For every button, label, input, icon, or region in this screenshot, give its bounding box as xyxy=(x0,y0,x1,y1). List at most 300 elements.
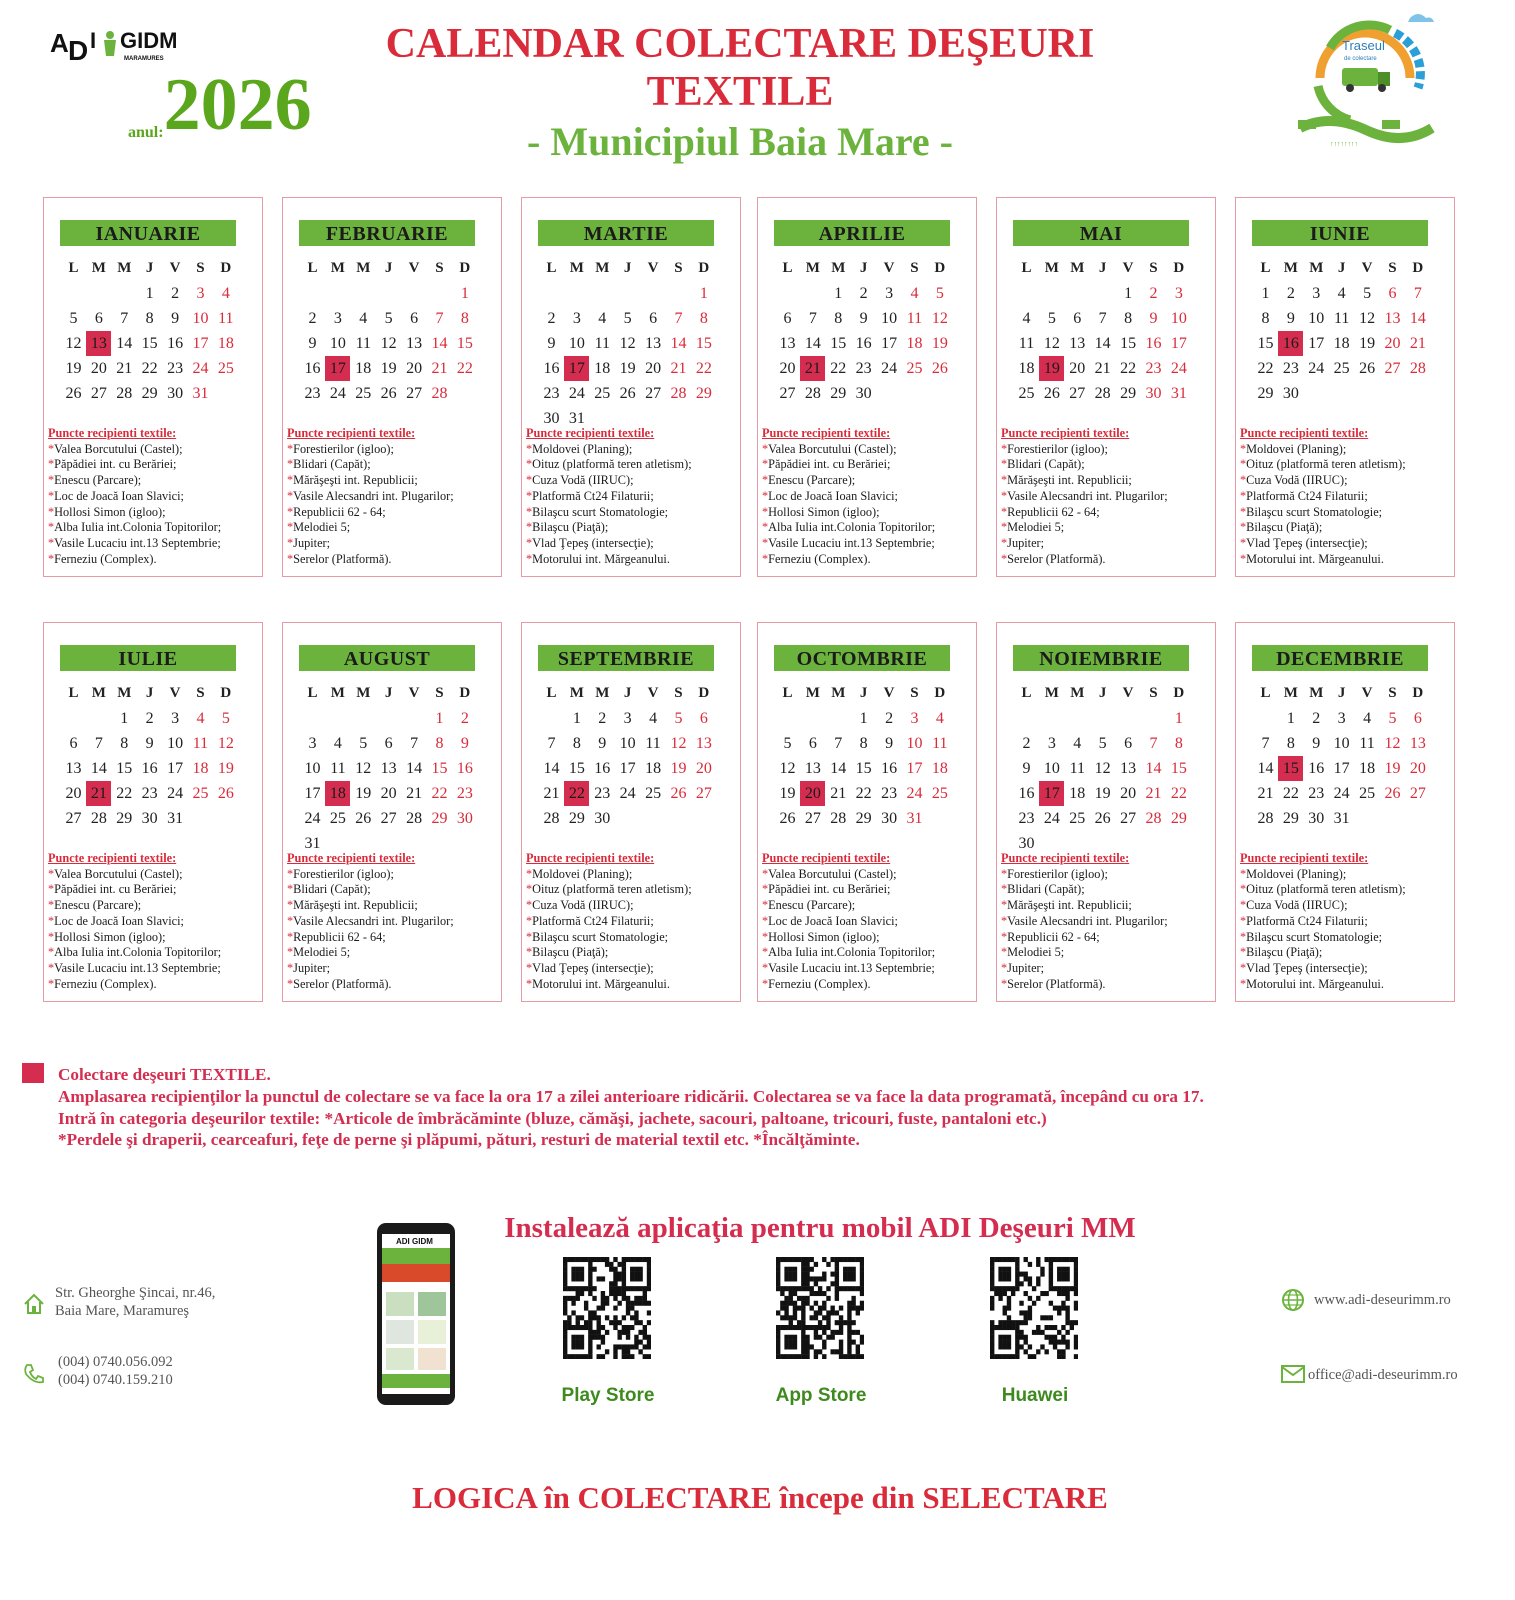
day-cell: 15 xyxy=(456,335,473,352)
collection-point: * Moldovei (Planing); xyxy=(526,442,738,458)
day-cell: 13 xyxy=(380,760,397,777)
day-cell: 5 xyxy=(359,735,368,752)
day-cell: 14 xyxy=(406,760,423,777)
week-row xyxy=(61,706,251,731)
day-cell: 9 xyxy=(1022,760,1031,777)
app-store-qr-code[interactable] xyxy=(776,1257,864,1359)
day-cell: 12 xyxy=(931,310,948,327)
day-cell: 16 xyxy=(456,760,473,777)
day-cell: 6 xyxy=(783,310,792,327)
day-cell: 27 xyxy=(1120,810,1137,827)
empty-cell xyxy=(427,281,452,306)
day-cell: 29 xyxy=(116,810,133,827)
day-cell: 30 xyxy=(141,810,158,827)
day-cell: 18 xyxy=(1018,360,1035,377)
weekday-header-row xyxy=(775,681,965,706)
week-row xyxy=(1253,731,1443,756)
svg-text:D: D xyxy=(68,35,89,66)
weekday-header-row xyxy=(775,256,965,281)
day-cell: 1 xyxy=(1286,710,1295,727)
day-cell: 29 xyxy=(431,810,448,827)
day-cell: 10 xyxy=(192,310,209,327)
day-cell: 11 xyxy=(330,760,346,777)
day-cell: 14 xyxy=(1094,335,1111,352)
day-cell: 29 xyxy=(1120,385,1137,402)
empty-cell xyxy=(1065,281,1090,306)
day-cell: 10 xyxy=(881,310,898,327)
weekday-header-row xyxy=(300,256,490,281)
collection-points xyxy=(1240,426,1452,567)
globe-icon xyxy=(1281,1288,1305,1312)
collection-point: * Loc de Joacă Ioan Slavici; xyxy=(48,914,260,930)
month-title: IANUARIE xyxy=(60,220,236,246)
weekday-label: M xyxy=(1309,685,1324,701)
day-cell: 24 xyxy=(1043,810,1060,827)
weekday-label: J xyxy=(145,260,154,276)
week-row xyxy=(539,281,729,306)
day-cell: 25 xyxy=(931,785,948,802)
day-cell: 12 xyxy=(1359,310,1376,327)
weekday-label: M xyxy=(91,260,106,276)
month-title: IUNIE xyxy=(1252,220,1428,246)
day-cell: 23 xyxy=(1282,360,1299,377)
weekday-label: D xyxy=(1412,260,1424,276)
collection-point: * Platformă Ct24 Filaturii; xyxy=(1240,489,1452,505)
weekday-label: M xyxy=(117,260,132,276)
weekday-label: L xyxy=(546,685,557,701)
empty-cell xyxy=(1304,381,1329,406)
day-cell: 14 xyxy=(1145,760,1162,777)
month-decembrie xyxy=(1235,622,1455,1002)
svg-text:Traseul: Traseul xyxy=(1342,38,1385,53)
empty-cell xyxy=(539,281,564,306)
day-cell: 16 xyxy=(141,760,158,777)
day-cell: 29 xyxy=(695,385,712,402)
day-cell: 5 xyxy=(1388,710,1397,727)
empty-cell xyxy=(300,281,325,306)
points-title: Puncte recipienti textile: xyxy=(1001,851,1130,865)
day-cell: 30 xyxy=(456,810,473,827)
month-title: NOIEMBRIE xyxy=(1013,645,1189,671)
day-cell: 17 xyxy=(167,760,184,777)
day-cell: 1 xyxy=(1174,710,1183,727)
empty-cell xyxy=(1039,281,1064,306)
weekday-label: M xyxy=(1070,260,1085,276)
collection-point: * Motorului int. Mărgeanului. xyxy=(526,552,738,568)
collection-point: * Hollosi Simon (igloo); xyxy=(762,930,974,946)
collection-point: * Vasile Lucaciu int.13 Septembrie; xyxy=(762,961,974,977)
weekday-header-row xyxy=(539,256,729,281)
play-store-label[interactable]: Play Store xyxy=(561,1385,655,1406)
week-row xyxy=(539,356,729,381)
weekday-label: S xyxy=(196,260,205,276)
day-cell: 30 xyxy=(594,810,611,827)
day-cell: 26 xyxy=(670,785,687,802)
day-cell: 22 xyxy=(695,360,712,377)
day-cell: 13 xyxy=(779,335,796,352)
collection-point: * Enescu (Parcare); xyxy=(762,473,974,489)
collection-point: * Jupiter; xyxy=(1001,536,1213,552)
day-cell: 1 xyxy=(834,285,843,302)
weekday-label: V xyxy=(647,260,659,276)
empty-cell xyxy=(800,281,825,306)
empty-cell xyxy=(300,706,325,731)
weekday-label: S xyxy=(1149,260,1158,276)
empty-cell xyxy=(775,281,800,306)
collection-point: * Forestierilor (igloo); xyxy=(287,867,499,883)
day-cell: 3 xyxy=(910,710,919,727)
qr-code-icon xyxy=(990,1257,1078,1359)
play-store-qr-code[interactable] xyxy=(563,1257,651,1359)
weekday-label: M xyxy=(117,685,132,701)
collection-points xyxy=(287,851,499,992)
month-septembrie xyxy=(521,622,741,1002)
collection-day: 22 xyxy=(564,781,589,806)
day-cell: 2 xyxy=(171,285,180,302)
day-cell: 21 xyxy=(1145,785,1162,802)
day-cell: 8 xyxy=(859,735,868,752)
day-cell: 10 xyxy=(568,335,585,352)
day-cell: 2 xyxy=(308,310,317,327)
collection-day: 17 xyxy=(564,356,589,381)
day-cell: 18 xyxy=(1333,335,1350,352)
empty-cell xyxy=(402,281,427,306)
day-cell: 25 xyxy=(217,360,234,377)
day-cell: 15 xyxy=(855,760,872,777)
day-cell: 14 xyxy=(670,335,687,352)
collection-point: * Blidari (Capăt); xyxy=(1001,882,1213,898)
weekday-label: M xyxy=(831,685,846,701)
day-cell: 21 xyxy=(670,360,687,377)
month-title: OCTOMBRIE xyxy=(774,645,950,671)
day-cell: 9 xyxy=(145,735,154,752)
week-row xyxy=(539,706,729,731)
huawei-label[interactable]: Huawei xyxy=(1001,1385,1069,1406)
week-row xyxy=(775,306,965,331)
weekday-label: D xyxy=(698,260,710,276)
weekday-label: S xyxy=(910,685,919,701)
day-cell: 26 xyxy=(65,385,82,402)
month-title: DECEMBRIE xyxy=(1252,645,1428,671)
week-row xyxy=(775,281,965,306)
weekday-label: V xyxy=(408,260,420,276)
weekday-label: M xyxy=(595,260,610,276)
collection-point: * Valea Borcutului (Castel); xyxy=(48,867,260,883)
day-cell: 20 xyxy=(695,760,712,777)
day-cell: 31 xyxy=(192,385,209,402)
day-cell: 5 xyxy=(1047,310,1056,327)
empty-cell xyxy=(1380,381,1405,406)
svg-text:de colectare: de colectare xyxy=(1344,56,1377,62)
day-cell: 1 xyxy=(1261,285,1270,302)
day-cell: 19 xyxy=(355,785,372,802)
week-row xyxy=(300,306,490,331)
app-store-label[interactable]: App Store xyxy=(775,1385,867,1406)
day-cell: 22 xyxy=(830,360,847,377)
empty-cell xyxy=(1405,806,1430,831)
day-cell: 8 xyxy=(572,735,581,752)
day-cell: 10 xyxy=(304,760,321,777)
year-value: 2026 xyxy=(163,64,312,146)
day-cell: 6 xyxy=(94,310,103,327)
collection-point: * Cuza Vodă (IIRUC); xyxy=(526,898,738,914)
logo-subtitle: MARAMURES xyxy=(124,56,164,62)
week-row xyxy=(775,781,965,806)
day-cell: 26 xyxy=(1094,810,1111,827)
day-cell: 8 xyxy=(699,310,708,327)
day-cell: 16 xyxy=(594,760,611,777)
day-cell: 5 xyxy=(384,310,393,327)
empty-cell xyxy=(1405,381,1430,406)
day-cell: 19 xyxy=(217,760,234,777)
day-cell: 11 xyxy=(1069,760,1085,777)
collection-point: * Enescu (Parcare); xyxy=(762,898,974,914)
week-row xyxy=(1253,306,1443,331)
collection-point: * Motorului int. Mărgeanului. xyxy=(526,977,738,993)
weekday-header-row xyxy=(61,681,251,706)
day-cell: 11 xyxy=(1333,310,1350,327)
day-cell: 20 xyxy=(1409,760,1426,777)
empty-cell xyxy=(1355,806,1380,831)
month-title: APRILIE xyxy=(774,220,950,246)
day-cell: 21 xyxy=(830,785,847,802)
day-cell: 2 xyxy=(598,710,607,727)
collection-point: * Ferneziu (Complex). xyxy=(762,552,974,568)
day-cell: 25 xyxy=(1069,810,1086,827)
empty-cell xyxy=(641,281,666,306)
day-cell: 7 xyxy=(808,310,817,327)
day-cell: 14 xyxy=(830,760,847,777)
address-line: Baia Mare, Maramureş xyxy=(55,1303,190,1319)
day-cell: 8 xyxy=(435,735,444,752)
day-cell: 1 xyxy=(699,285,708,302)
huawei-qr-code[interactable] xyxy=(990,1257,1078,1359)
week-row xyxy=(539,781,729,806)
day-cell: 13 xyxy=(406,335,423,352)
weekday-label: S xyxy=(674,685,683,701)
day-cell: 27 xyxy=(65,810,82,827)
day-cell: 6 xyxy=(1124,735,1133,752)
email-icon xyxy=(1281,1364,1305,1384)
weekday-label: J xyxy=(1337,685,1346,701)
collection-point: * Jupiter; xyxy=(1001,961,1213,977)
weekday-label: M xyxy=(1044,260,1059,276)
collection-point: * Moldovei (Planing); xyxy=(526,867,738,883)
day-cell: 6 xyxy=(1388,285,1397,302)
week-row xyxy=(61,781,251,806)
day-cell: 7 xyxy=(1261,735,1270,752)
day-cell: 25 xyxy=(906,360,923,377)
weekday-label: D xyxy=(934,685,946,701)
empty-cell xyxy=(641,806,666,831)
svg-text:A: A xyxy=(50,28,69,58)
day-cell: 3 xyxy=(572,310,581,327)
collection-point: * Melodiei 5; xyxy=(287,945,499,961)
week-row xyxy=(775,731,965,756)
day-cell: 10 xyxy=(1333,735,1350,752)
week-row xyxy=(300,281,490,306)
collection-point: * Hollosi Simon (igloo); xyxy=(48,505,260,521)
day-cell: 18 xyxy=(355,360,372,377)
week-row xyxy=(300,731,490,756)
day-cell: 23 xyxy=(1145,360,1162,377)
day-cell: 29 xyxy=(1282,810,1299,827)
day-cell: 19 xyxy=(1384,760,1401,777)
week-row xyxy=(1014,756,1204,781)
day-cell: 20 xyxy=(779,360,796,377)
day-cell: 13 xyxy=(1384,310,1401,327)
email-link[interactable]: office@adi-deseurimm.ro xyxy=(1308,1367,1458,1383)
day-cell: 6 xyxy=(1413,710,1422,727)
collection-point: * Loc de Joacă Ioan Slavici; xyxy=(762,914,974,930)
year-label: anul: xyxy=(128,124,164,141)
day-cell: 23 xyxy=(167,360,184,377)
collection-point: * Vasile Lucaciu int.13 Septembrie; xyxy=(48,536,260,552)
month-title: AUGUST xyxy=(299,645,475,671)
collection-points xyxy=(48,426,260,567)
collection-point: * Bilaşcu (Piaţă); xyxy=(1240,520,1452,536)
day-cell: 24 xyxy=(568,385,585,402)
collection-point: * Enescu (Parcare); xyxy=(48,898,260,914)
day-cell: 12 xyxy=(779,760,796,777)
weekday-label: S xyxy=(196,685,205,701)
phone-numbers xyxy=(58,1353,173,1389)
day-cell: 16 xyxy=(304,360,321,377)
day-cell: 28 xyxy=(1145,810,1162,827)
title-line-1: CALENDAR COLECTARE DEŞEURI xyxy=(385,21,1095,67)
collection-point: * Blidari (Capăt); xyxy=(1001,457,1213,473)
empty-cell xyxy=(351,281,376,306)
day-cell: 26 xyxy=(380,385,397,402)
day-cell: 28 xyxy=(1257,810,1274,827)
day-cell: 16 xyxy=(1308,760,1325,777)
day-cell: 29 xyxy=(568,810,585,827)
week-row xyxy=(61,731,251,756)
weekday-header-row xyxy=(1253,681,1443,706)
legend-line: Intră în categoria deşeurilor textile: *Articole de îmbrăcăminte (bluze, cămăşi, jachete, sacouri, paltoane, tricouri, fuste, pantaloni etc.) xyxy=(58,1108,1047,1128)
day-cell: 10 xyxy=(1043,760,1060,777)
points-title: Puncte recipienti textile: xyxy=(1001,426,1130,440)
weekday-label: L xyxy=(782,685,793,701)
weekday-label: L xyxy=(68,685,79,701)
collection-point: * Forestierilor (igloo); xyxy=(1001,867,1213,883)
day-cell: 31 xyxy=(167,810,184,827)
empty-cell xyxy=(325,281,350,306)
day-cell: 13 xyxy=(645,335,662,352)
weekday-label: M xyxy=(831,260,846,276)
legend xyxy=(58,1064,1478,1151)
day-cell: 27 xyxy=(1069,385,1086,402)
collection-point: * Valea Borcutului (Castel); xyxy=(48,442,260,458)
address-line: Str. Gheorghe Şincai, nr.46, xyxy=(55,1285,216,1301)
collection-point: * Motorului int. Mărgeanului. xyxy=(1240,552,1452,568)
collection-point: * Motorului int. Mărgeanului. xyxy=(1240,977,1452,993)
day-cell: 8 xyxy=(834,310,843,327)
day-cell: 29 xyxy=(141,385,158,402)
month-iunie xyxy=(1235,197,1455,577)
collection-point: * Mărăşeşti int. Republicii; xyxy=(287,473,499,489)
weekday-label: S xyxy=(1388,685,1397,701)
day-cell: 24 xyxy=(192,360,209,377)
empty-cell xyxy=(1065,706,1090,731)
day-cell: 4 xyxy=(910,285,919,302)
day-cell: 15 xyxy=(568,760,585,777)
collection-points xyxy=(762,851,974,992)
collection-point: * Cuza Vodă (IIRUC); xyxy=(1240,898,1452,914)
collection-point: * Serelor (Platformă). xyxy=(1001,977,1213,993)
day-cell: 15 xyxy=(1170,760,1187,777)
weekday-header-row xyxy=(1253,256,1443,281)
website-link[interactable]: www.adi-deseurimm.ro xyxy=(1314,1292,1451,1308)
weekday-label: J xyxy=(623,260,632,276)
day-cell: 26 xyxy=(1043,385,1060,402)
empty-cell xyxy=(452,381,477,406)
phone-number[interactable]: (004) 0740.056.092 xyxy=(58,1354,173,1370)
day-cell: 5 xyxy=(935,285,944,302)
weekday-label: M xyxy=(1044,685,1059,701)
weekday-label: S xyxy=(910,260,919,276)
week-row xyxy=(1253,281,1443,306)
collection-point: * Jupiter; xyxy=(287,536,499,552)
collection-day: 16 xyxy=(1278,331,1303,356)
day-cell: 17 xyxy=(881,335,898,352)
day-cell: 9 xyxy=(308,335,317,352)
empty-cell xyxy=(691,806,716,831)
day-cell: 20 xyxy=(406,360,423,377)
day-cell: 19 xyxy=(1094,785,1111,802)
collection-day: 19 xyxy=(1039,356,1064,381)
day-cell: 2 xyxy=(460,710,469,727)
collection-point: * Hollosi Simon (igloo); xyxy=(48,930,260,946)
weekday-label: V xyxy=(883,685,895,701)
day-cell: 28 xyxy=(1094,385,1111,402)
collection-point: * Păpădiei int. cu Berăriei; xyxy=(762,457,974,473)
collection-point: * Moldovei (Planing); xyxy=(1240,867,1452,883)
day-cell: 18 xyxy=(217,335,234,352)
day-cell: 3 xyxy=(171,710,180,727)
day-cell: 7 xyxy=(1149,735,1158,752)
week-row xyxy=(775,756,965,781)
day-cell: 5 xyxy=(69,310,78,327)
empty-cell xyxy=(539,706,564,731)
week-row xyxy=(300,331,490,356)
day-cell: 25 xyxy=(355,385,372,402)
legend-swatch xyxy=(22,1063,44,1083)
day-cell: 12 xyxy=(619,335,636,352)
day-cell: 4 xyxy=(598,310,607,327)
weekday-label: V xyxy=(647,685,659,701)
weekday-label: L xyxy=(546,260,557,276)
day-cell: 16 xyxy=(881,760,898,777)
weekday-label: M xyxy=(805,685,820,701)
empty-cell xyxy=(1329,381,1354,406)
phone-number[interactable]: (004) 0740.159.210 xyxy=(58,1372,173,1388)
collection-day: 15 xyxy=(1278,756,1303,781)
points-title: Puncte recipienti textile: xyxy=(526,426,655,440)
day-cell: 16 xyxy=(1145,335,1162,352)
day-cell: 2 xyxy=(1312,710,1321,727)
collection-point: * Vlad Ţepeş (intersecţie); xyxy=(526,961,738,977)
day-cell: 31 xyxy=(906,810,923,827)
collection-point: * Loc de Joacă Ioan Slavici; xyxy=(48,489,260,505)
day-cell: 4 xyxy=(1337,285,1346,302)
day-cell: 21 xyxy=(543,785,560,802)
month-days-grid xyxy=(1253,256,1443,406)
day-cell: 7 xyxy=(410,735,419,752)
week-row xyxy=(300,356,490,381)
svg-text:↑↑↑↑↑↑↑↑: ↑↑↑↑↑↑↑↑ xyxy=(1330,140,1358,148)
weekday-label: S xyxy=(674,260,683,276)
